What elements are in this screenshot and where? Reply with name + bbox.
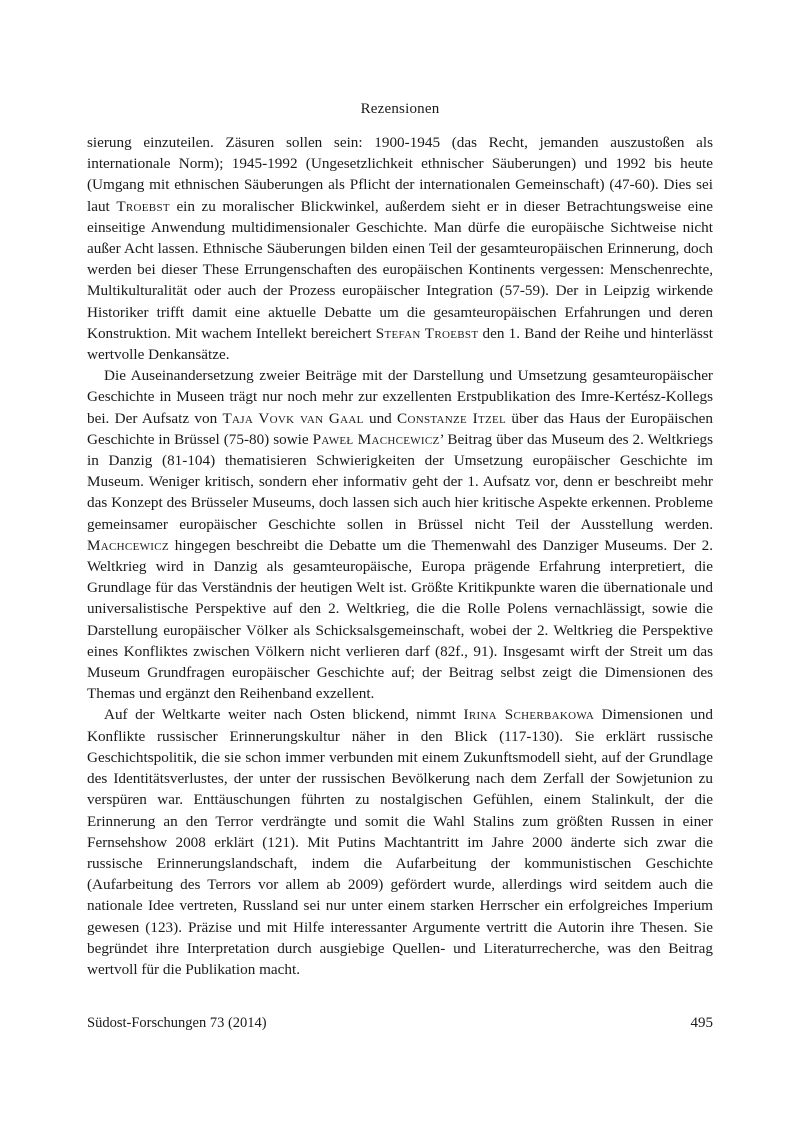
paragraph-1 — [87, 132, 713, 365]
text-segment: ’ Beitrag über das Museum des 2. Weltkriegs in Danzig (81-104) thematisieren Schwierigkeiten der Umsetzung europäischer Geschichte im Museum. Weniger kritisch, sondern eher informativ geht der 1. Aufsatz vor, denn er beschreibt mehr das Konzept des Brüsseler Museums, doch lassen sich auch hier kritische Aspekte erkennen. Probleme gemeinsamer europäischer Geschichte sollen in Brüssel nicht Teil der Ausstellung werden. — [87, 430, 713, 533]
author-name: Constanze Itzel — [397, 409, 507, 427]
running-head: Rezensionen — [360, 101, 440, 117]
page-number: 495 — [690, 1015, 713, 1031]
author-name: Irina Scherbakowa — [463, 706, 595, 724]
paragraph-2 — [87, 365, 713, 704]
author-name: Machcewicz — [87, 536, 169, 554]
text-segment: hingegen beschreibt die Debatte um die Themenwahl des Danziger Museums. Der 2. Weltkrieg wird in Danzig als gesamteuropäische, Europa prägende Erfahrung interpretiert, die Grundlage für das Verständnis der heutigen Welt ist. Größte Kritikpunkte waren die übernationale und universalistische Perspektive auf den 2. Weltkrieg, die die Rolle Polens vernachlässigt, sowie die Darstellung europäischer Völker als Schicksalsgemeinschaft, wobei der 2. Weltkrieg die Perspektive eines Konfliktes zwischen Völkern nicht verlieren darf (82f., 91). Insgesamt wirft der Streit um das Museum Grundfragen europäischer Geschichte auf; der Beitrag selbst zeigt die Dimensionen des Themas und ergänzt den Reihenband exzellent. — [87, 536, 713, 703]
author-name: Paweł Machcewicz — [312, 430, 440, 448]
text-segment: über das Haus der Europäischen Geschichte in Brüssel (75-80) sowie — [87, 409, 714, 448]
text-segment: und — [363, 409, 398, 427]
author-name: Taja Vovk van Gaal — [222, 409, 364, 427]
text-segment: ein zu moralischer Blickwinkel, außerdem sieht er in dieser Betrachtungsweise eine einseitige Anwendung multidimensionaler Geschichte. Man dürfe die europäische Sichtweise nicht außer Acht lassen. Ethnische Säuberungen bilden einen Teil der gesamteuropäischen Erinnerung, doch werden bei dieser These Errungenschaften des europäischen Kontinents vergessen: Menschenrechte, Multikulturalität oder auch der Prozess europäischer Integration (57-59). Der in Leipzig wirkende Historiker trifft damit eine aktuelle Debatte um die gesamteuropäischen Erfahrungen und deren Konstruktion. Mit wachem Intellekt bereichert — [87, 197, 713, 342]
body-text — [87, 132, 713, 980]
text-segment: Die Auseinandersetzung zweier Beiträge mit der Darstellung und Umsetzung gesamteuropäischer Geschichte in Museen trägt nur noch mehr zur exzellenten Erstpublikation des Imre-Kertész-Kollegs bei. Der Aufsatz von — [87, 367, 713, 427]
journal-citation: Südost-Forschungen 73 (2014) — [87, 1015, 267, 1031]
author-name: Stefan Troebst — [375, 324, 479, 342]
text-segment: Auf der Weltkarte weiter nach Osten blickend, nimmt — [104, 706, 464, 724]
paragraph-3 — [87, 704, 713, 980]
text-segment: Dimensionen und Konflikte russischer Erinnerungskultur näher in den Blick (117-130). Sie erklärt russische Geschichtspolitik, die sie schon immer verbunden mit einem Zukunftsmodell sieht, auf der Grundlage des Identitätsverlustes, der unter der russischen Bevölkerung nach dem Zerfall der Sowjetunion zu verspüren war. Enttäuschungen führten zu nostalgischen Gefühlen, einem Stalinkult, der die Erinnerung an den Terror verdrängte und somit die Wahl Stalins zum größten Russen in einer Fernsehshow 2008 erklärt (121). Mit Putins Machtantritt im Jahre 2000 änderte sich zwar die russische Erinnerungslandschaft, indem die Aufarbeitung der kommunistischen Geschichte (Aufarbeitung des Terrors vor allem ab 2009) gefördert wurde, allerdings wird seitdem auch die nationale Idee vertreten, Russland sei nur unter einem starken Herrscher ein erfolgreiches Imperium gewesen (123). Präzise und mit Hilfe interessanter Argumente vertritt die Autorin ihre Thesen. Sie begründet ihre Interpretation durch ausgiebige Quellen- und Literaturrecherche, was den Beitrag wertvoll für die Publikation macht. — [87, 706, 713, 978]
text-segment: den 1. Band der Reihe und hinterlässt wertvolle Denkansätze. — [87, 324, 713, 364]
author-name: Troebst — [116, 197, 170, 215]
text-segment: sierung einzuteilen. Zäsuren sollen sein: 1900-1945 (das Recht, jemanden auszustoßen als internationale Norm); 1945-1992 (Ungesetzlichkeit ethnischer Säuberungen) und 1992 bis heute (Umgang mit ethnischen Säuberungen als Pflicht der internationalen Gemeinschaft) (47-60). Dies sei laut — [87, 134, 713, 215]
